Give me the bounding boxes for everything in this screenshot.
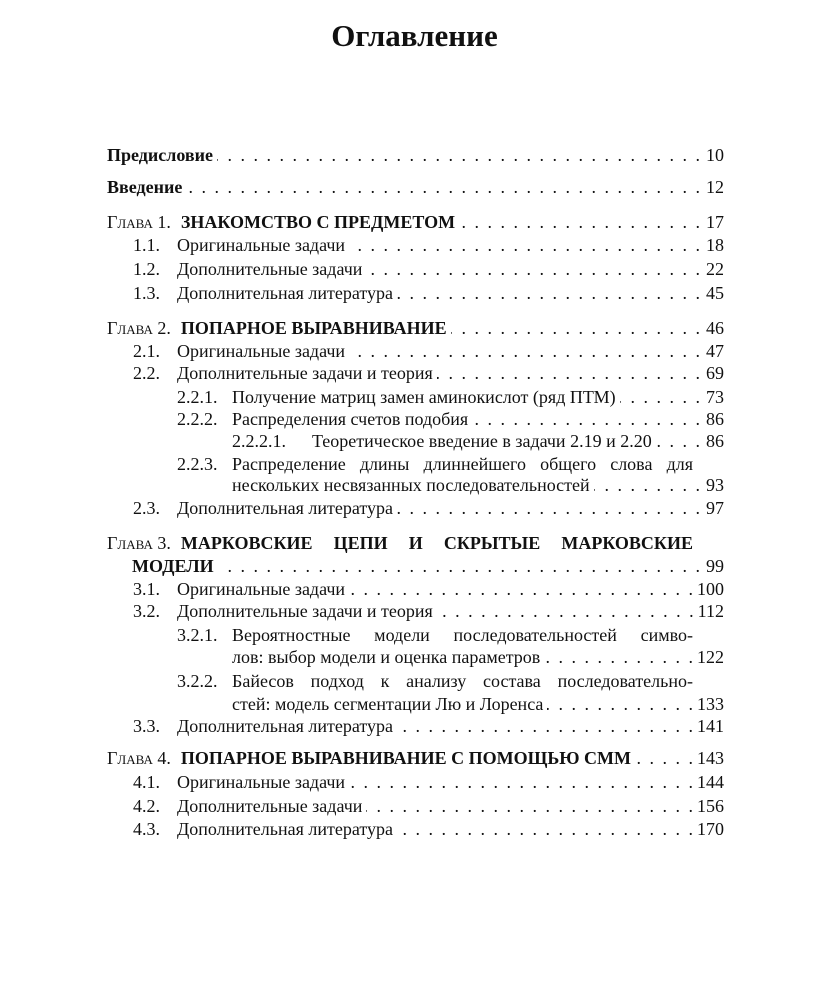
toc-entry[interactable] [133, 600, 724, 622]
page-number: 170 [697, 819, 724, 839]
dot-leader [656, 430, 700, 452]
toc-entry[interactable] [133, 795, 724, 817]
page-number: 122 [697, 647, 724, 667]
entry-number: 3.1. [133, 579, 160, 599]
page-number: 69 [706, 363, 724, 383]
page-number: 156 [697, 796, 724, 816]
entry-number: Глава 3. [107, 533, 171, 553]
entry-number: 4.1. [133, 772, 160, 792]
dot-leader [547, 693, 693, 715]
entry-title: МОДЕЛИ [132, 556, 214, 576]
toc-entry[interactable] [133, 578, 724, 600]
dot-leader [594, 474, 700, 496]
toc-entry[interactable] [133, 362, 724, 384]
toc-entry[interactable] [177, 670, 697, 692]
entry-title: Дополнительные задачи и теория [177, 601, 433, 621]
toc-entry[interactable] [232, 646, 724, 668]
toc-entry[interactable] [107, 211, 724, 233]
entry-number: 1.3. [133, 283, 160, 303]
dot-leader [472, 408, 700, 430]
entry-title: Дополнительная литература [177, 283, 393, 303]
dot-leader [397, 715, 693, 737]
toc-entry[interactable] [107, 747, 724, 769]
toc-entry[interactable] [107, 317, 724, 339]
entry-number: Глава 1. [107, 212, 171, 232]
page-number: 18 [706, 235, 724, 255]
page-number: 86 [706, 409, 724, 429]
entry-number: 1.1. [133, 235, 160, 255]
entry-title: Дополнительные задачи [177, 796, 363, 816]
toc-entry[interactable] [177, 386, 724, 408]
dot-leader [349, 234, 700, 256]
dot-leader [397, 818, 693, 840]
page-number: 100 [697, 579, 724, 599]
page-number: 17 [706, 212, 724, 232]
toc-entry[interactable] [107, 176, 724, 198]
page-number: 99 [706, 556, 724, 576]
entry-title: Распределение длины длиннейшего общего слова для [232, 454, 693, 474]
page-number: 22 [706, 259, 724, 279]
toc-entry[interactable] [107, 532, 697, 554]
dot-leader [544, 646, 693, 668]
entry-title: Дополнительная литература [177, 498, 393, 518]
dot-leader [620, 386, 700, 408]
page-number: 45 [706, 283, 724, 303]
dot-leader [186, 176, 700, 198]
page-number: 144 [697, 772, 724, 792]
toc-entry[interactable] [133, 234, 724, 256]
entry-title: нескольких несвязанных последовательностей [232, 475, 590, 495]
entry-number: 2.2.2.1. [232, 431, 286, 451]
entry-title: Оригинальные задачи [177, 341, 346, 361]
page-number: 46 [706, 318, 724, 338]
toc-entry[interactable] [133, 282, 724, 304]
entry-number: Глава 2. [107, 318, 171, 338]
dot-leader [451, 317, 700, 339]
entry-title: Теоретическое введение в задачи 2.19 и 2.20 [312, 431, 652, 451]
entry-title: лов: выбор модели и оценка параметров [232, 647, 541, 667]
dot-leader [635, 747, 693, 769]
page-number: 112 [697, 601, 724, 621]
page-number: 86 [706, 431, 724, 451]
toc-entry[interactable] [132, 555, 724, 577]
entry-title: ЗНАКОМСТВО С ПРЕДМЕТОМ [180, 212, 456, 232]
toc-entry[interactable] [232, 693, 724, 715]
dot-leader [366, 795, 693, 817]
entry-title: стей: модель сегментации Лю и Лоренса [232, 694, 544, 714]
entry-number: 3.2.2. [177, 671, 218, 691]
entry-title: Дополнительные задачи и теория [177, 363, 433, 383]
entry-number: 4.3. [133, 819, 160, 839]
toc-entry[interactable] [133, 771, 724, 793]
entry-title: Дополнительная литература [177, 716, 393, 736]
entry-number: 2.2.2. [177, 409, 218, 429]
entry-title: Оригинальные задачи [177, 235, 346, 255]
page-number: 47 [706, 341, 724, 361]
page-number: 133 [697, 694, 724, 714]
page-number: 10 [706, 145, 724, 165]
dot-leader [349, 578, 693, 600]
entry-title: ПОПАРНОЕ ВЫРАВНИВАНИЕ [180, 318, 447, 338]
entry-number: 2.2.1. [177, 387, 218, 407]
entry-title: ПОПАРНОЕ ВЫРАВНИВАНИЕ С ПОМОЩЬЮ СММ [180, 748, 632, 768]
toc-entry[interactable] [133, 340, 724, 362]
toc-entry[interactable] [133, 258, 724, 280]
entry-number: 2.2. [133, 363, 160, 383]
toc-entry[interactable] [232, 474, 724, 496]
entry-title: Оригинальные задачи [177, 772, 346, 792]
entry-number: 1.2. [133, 259, 160, 279]
dot-leader [397, 497, 700, 519]
dot-leader [366, 258, 700, 280]
toc-entry[interactable] [232, 430, 724, 452]
entry-number: 2.1. [133, 341, 160, 361]
toc-entry[interactable] [107, 144, 724, 166]
entry-number: 3.2. [133, 601, 160, 621]
entry-number: 4.2. [133, 796, 160, 816]
dot-leader [349, 771, 693, 793]
page-number: 97 [706, 498, 724, 518]
dot-leader [437, 600, 694, 622]
toc-entry[interactable] [133, 497, 724, 519]
entry-title: Оригинальные задачи [177, 579, 346, 599]
dot-leader [459, 211, 700, 233]
entry-title: Введение [107, 177, 183, 197]
entry-number: 3.3. [133, 716, 160, 736]
page-title: Оглавление [331, 18, 498, 53]
toc-entry[interactable] [177, 624, 697, 646]
dot-leader [349, 340, 700, 362]
toc-entry[interactable] [177, 408, 724, 430]
page-number: 143 [697, 748, 724, 768]
entry-number: 2.3. [133, 498, 160, 518]
page-number: 93 [706, 475, 724, 495]
entry-title: Вероятностные модели последовательностей симво- [232, 625, 693, 645]
page-number: 73 [706, 387, 724, 407]
entry-number: 2.2.3. [177, 454, 218, 474]
entry-title: Распределения счетов подобия [232, 409, 469, 429]
toc-entry[interactable] [133, 818, 724, 840]
entry-title: Байесов подход к анализу состава последовательно- [232, 671, 693, 691]
toc-entry[interactable] [133, 715, 724, 737]
entry-title: МАРКОВСКИЕ ЦЕПИ И СКРЫТЫЕ МАРКОВСКИЕ [180, 533, 693, 553]
entry-number: 3.2.1. [177, 625, 218, 645]
entry-title: Предисловие [107, 145, 213, 165]
dot-leader [218, 555, 700, 577]
page-number: 12 [706, 177, 724, 197]
entry-title: Дополнительные задачи [177, 259, 363, 279]
entry-number: Глава 4. [107, 748, 171, 768]
entry-title: Дополнительная литература [177, 819, 393, 839]
dot-leader [397, 282, 700, 304]
toc-entry[interactable] [177, 453, 697, 475]
entry-title: Получение матриц замен аминокислот (ряд ПТМ) [232, 387, 616, 407]
page-number: 141 [697, 716, 724, 736]
dot-leader [217, 144, 700, 166]
dot-leader [437, 362, 700, 384]
